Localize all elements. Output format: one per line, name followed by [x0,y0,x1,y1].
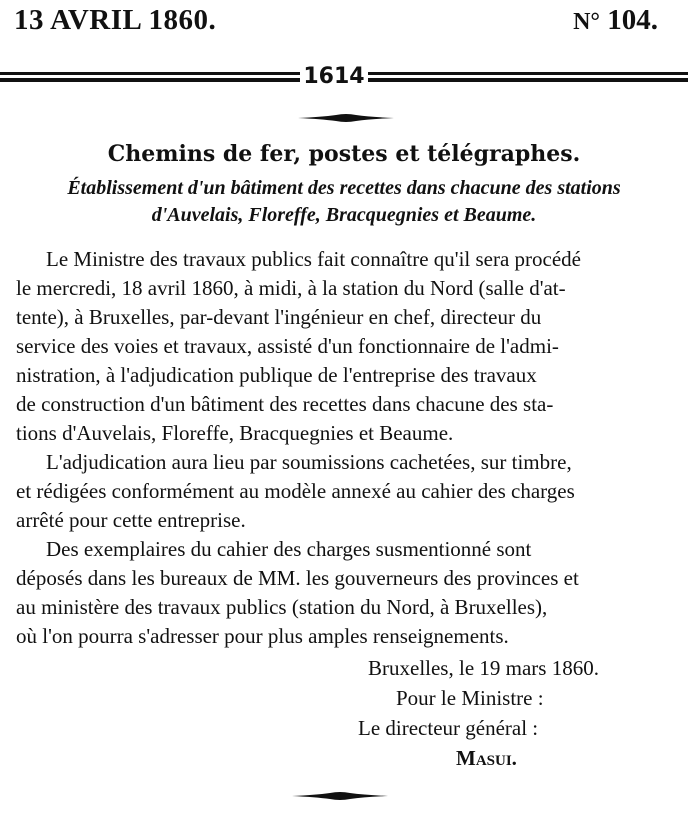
body-line-13: au ministère des travaux publics (station du Nord, à Bruxelles), [16,595,548,619]
rule-right-thick [368,78,688,82]
ornament-divider-top [296,112,396,124]
body-line-5: nistration, à l'adjudication publique de l'entreprise des travaux [16,363,537,387]
body-line-2: le mercredi, 18 avril 1860, à midi, à la station du Nord (salle d'at- [16,276,566,300]
signature-name: Masui. [456,746,517,770]
ornament-divider-bottom [286,790,394,802]
signature-for-minister: Pour le Ministre : [396,686,544,710]
body-line-10: arrêté pour cette entreprise. [16,508,246,532]
page-number: 1614 [303,64,365,89]
rule-right-thin [368,72,688,75]
header-date: 13 AVRIL 1860. [14,4,217,36]
rule-left-thin [0,72,300,75]
signature-place-date: Bruxelles, le 19 mars 1860. [368,656,599,680]
page-rule [0,66,688,92]
subtitle-line-1: Établissement d'un bâtiment des recettes dans chacune des stations [67,177,621,199]
body-line-7: tions d'Auvelais, Floreffe, Bracquegnies et Beaume. [16,421,454,445]
number-prefix: N° [573,9,600,35]
header-issue-number [573,4,658,37]
body-line-11: Des exemplaires du cahier des charges susmentionné sont [46,537,532,561]
subtitle-line-2: d'Auvelais, Floreffe, Bracquegnies et Beaume. [151,204,537,226]
body-line-14: où l'on pourra s'adresser pour plus amples renseignements. [16,624,509,648]
body-line-1: Le Ministre des travaux publics fait connaître qu'il sera procédé [46,247,582,271]
rule-left-thick [0,78,300,82]
issue-number: 104. [607,4,658,36]
section-title: Chemins de fer, postes et télégraphes. [107,141,581,167]
signature-role: Le directeur général : [358,716,539,740]
body-line-3: tente), à Bruxelles, par-devant l'ingénieur en chef, directeur du [16,305,542,329]
body-line-6: de construction d'un bâtiment des recettes dans chacune des sta- [16,392,554,416]
body-line-12: déposés dans les bureaux de MM. les gouverneurs des provinces et [16,566,579,590]
body-line-9: et rédigées conformément au modèle annexé au cahier des charges [16,479,575,503]
body-line-4: service des voies et travaux, assisté d'un fonctionnaire de l'admi- [16,334,559,358]
body-line-8: L'adjudication aura lieu par soumissions cachetées, sur timbre, [46,450,572,474]
